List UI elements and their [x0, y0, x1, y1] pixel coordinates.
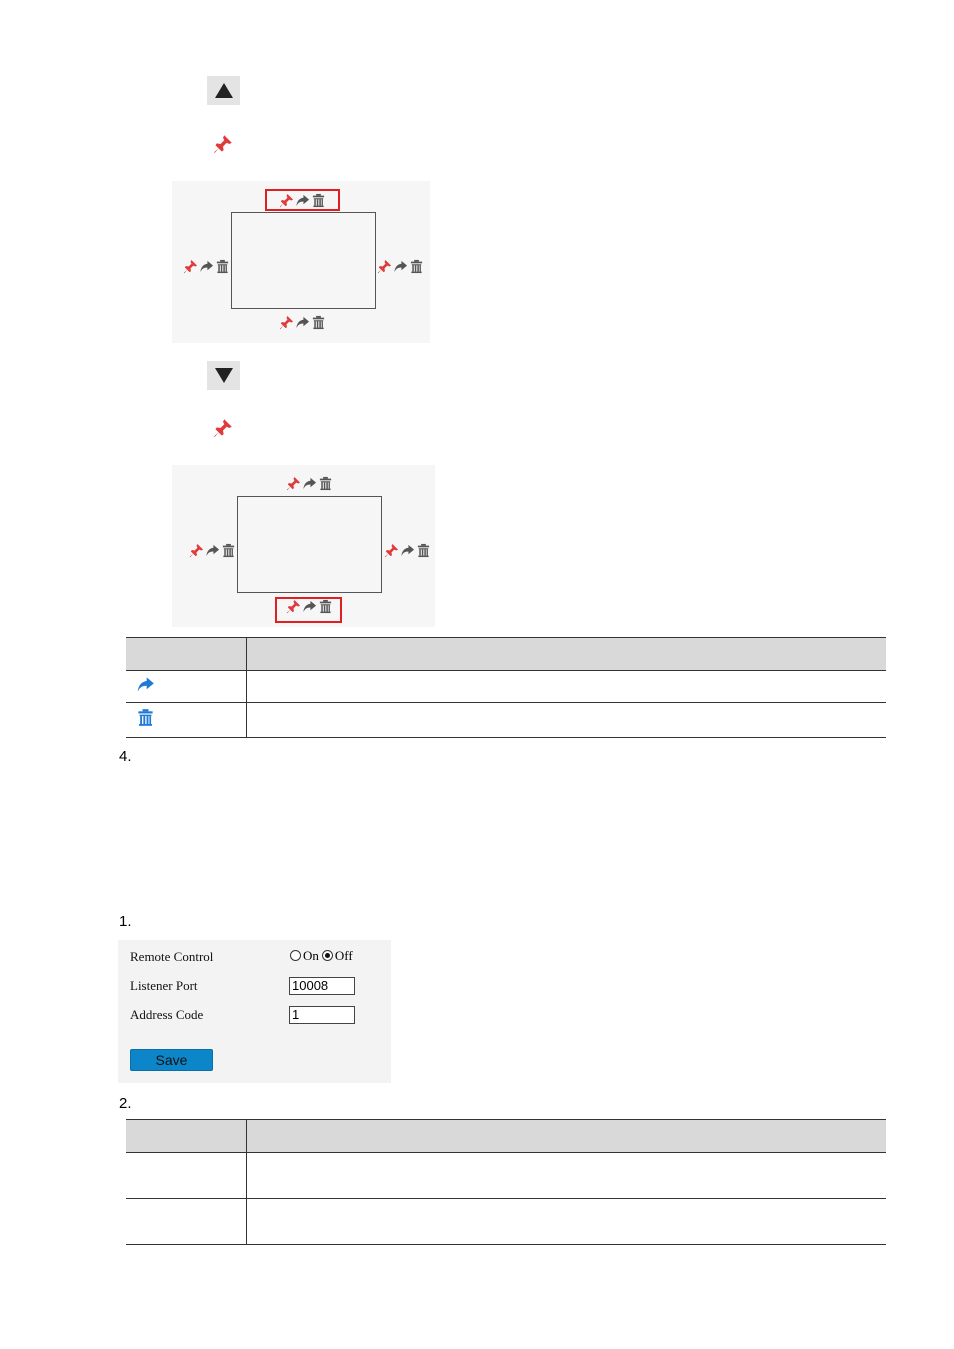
- table-cell: [126, 671, 247, 703]
- radio-on[interactable]: [290, 950, 301, 961]
- save-button[interactable]: Save: [130, 1049, 213, 1071]
- move-down-button[interactable]: [207, 361, 240, 390]
- icon-description-table: [126, 637, 886, 738]
- table-cell: [247, 1153, 887, 1199]
- trash-icon[interactable]: [416, 543, 431, 558]
- trash-icon[interactable]: [311, 315, 326, 330]
- step-number-1: 1.: [119, 913, 132, 930]
- triangle-down-icon: [214, 367, 234, 384]
- table-row: [126, 1199, 886, 1245]
- table-row: [126, 1153, 886, 1199]
- pin-icon[interactable]: [286, 476, 301, 491]
- edge-toolbar-top: [279, 193, 326, 208]
- pin-icon[interactable]: [183, 259, 198, 274]
- edge-toolbar-bottom: [286, 599, 333, 614]
- table-cell: [126, 703, 247, 738]
- table-cell: [247, 671, 887, 703]
- listener-port-input[interactable]: 10008: [289, 977, 355, 995]
- radio-off-label: Off: [334, 947, 353, 963]
- trash-icon: [136, 708, 155, 732]
- address-code-label: Address Code: [130, 1007, 204, 1022]
- table-cell: [126, 1153, 247, 1199]
- radio-on-label: On: [303, 947, 319, 963]
- edge-toolbar-top: [286, 476, 333, 491]
- table-header-row: [126, 638, 886, 671]
- pin-icon[interactable]: [279, 315, 294, 330]
- table-row: [126, 671, 886, 703]
- trash-icon[interactable]: [318, 599, 333, 614]
- trash-icon[interactable]: [409, 259, 424, 274]
- edge-toolbar-right: [384, 543, 431, 558]
- edge-selection-figure-bottom: [172, 465, 435, 627]
- redo-icon[interactable]: [199, 259, 214, 274]
- edge-toolbar-left: [189, 543, 236, 558]
- remote-control-settings-panel: [118, 940, 391, 1083]
- table-header-cell: [126, 638, 247, 671]
- table-cell: [126, 1199, 247, 1245]
- redo-arrow-icon: [136, 675, 155, 699]
- redo-icon[interactable]: [302, 599, 317, 614]
- redo-icon[interactable]: [400, 543, 415, 558]
- table-header-cell: [126, 1120, 247, 1153]
- remote-control-radio-group: [290, 947, 356, 965]
- table-header-cell: [247, 638, 887, 671]
- edge-toolbar-left: [183, 259, 230, 274]
- redo-icon[interactable]: [205, 543, 220, 558]
- pin-icon[interactable]: [279, 193, 294, 208]
- edge-selection-figure-top: [172, 181, 430, 343]
- trash-icon[interactable]: [318, 476, 333, 491]
- redo-icon[interactable]: [302, 476, 317, 491]
- pushpin-icon: [213, 418, 233, 438]
- parameter-table: [126, 1119, 886, 1245]
- table-cell: [247, 703, 887, 738]
- table-row: [126, 703, 886, 738]
- step-number-2: 2.: [119, 1095, 132, 1112]
- trash-icon[interactable]: [311, 193, 326, 208]
- triangle-up-icon: [214, 82, 234, 99]
- redo-icon[interactable]: [295, 193, 310, 208]
- redo-icon[interactable]: [295, 315, 310, 330]
- move-up-button[interactable]: [207, 76, 240, 105]
- trash-icon[interactable]: [221, 543, 236, 558]
- pin-icon[interactable]: [286, 599, 301, 614]
- pin-icon[interactable]: [384, 543, 399, 558]
- pin-icon[interactable]: [189, 543, 204, 558]
- address-code-input[interactable]: 1: [289, 1006, 355, 1024]
- remote-control-label: Remote Control: [130, 949, 214, 964]
- trash-icon[interactable]: [215, 259, 230, 274]
- table-header-cell: [247, 1120, 887, 1153]
- pushpin-icon: [213, 134, 233, 154]
- step-number-4: 4.: [119, 748, 132, 765]
- edge-toolbar-right: [377, 259, 424, 274]
- radio-off[interactable]: [322, 950, 333, 961]
- table-cell: [247, 1199, 887, 1245]
- region-rectangle: [237, 496, 382, 593]
- pin-icon[interactable]: [377, 259, 392, 274]
- table-header-row: [126, 1120, 886, 1153]
- region-rectangle: [231, 212, 376, 309]
- redo-icon[interactable]: [393, 259, 408, 274]
- edge-toolbar-bottom: [279, 315, 326, 330]
- listener-port-label: Listener Port: [130, 978, 198, 993]
